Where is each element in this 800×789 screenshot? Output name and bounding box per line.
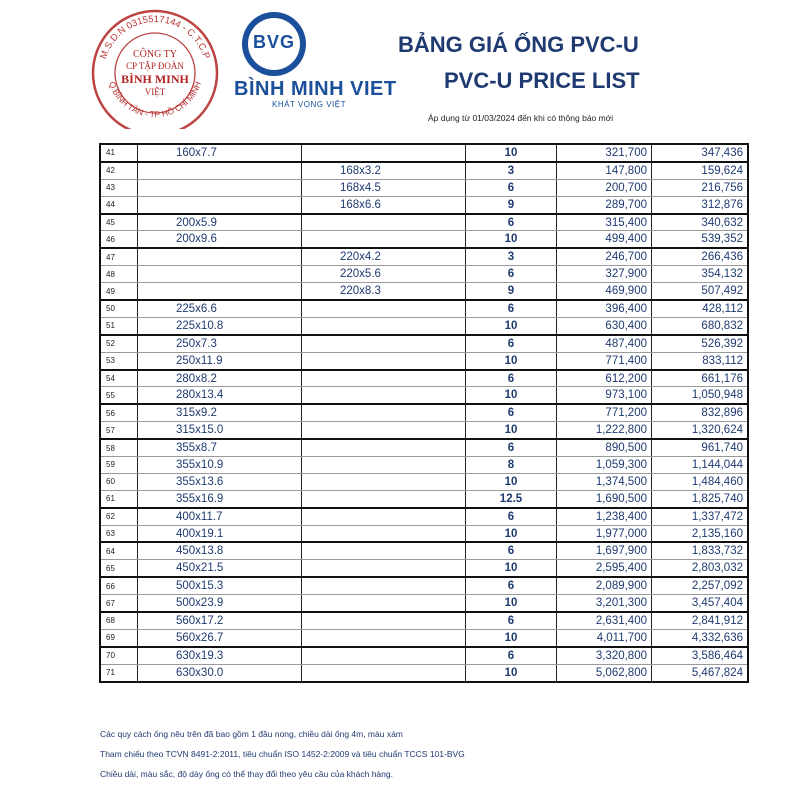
spec-col-b: 168x3.2: [302, 162, 466, 179]
price-before-vat: 2,631,400: [557, 612, 652, 629]
spec-col-b: [302, 317, 466, 334]
row-number: 48: [100, 266, 138, 283]
price-after-vat: 961,740: [652, 439, 749, 456]
price-after-vat: 507,492: [652, 283, 749, 300]
table-row: [100, 647, 748, 664]
spec-col-b: 220x4.2: [302, 248, 466, 265]
spec-col-a: [138, 162, 302, 179]
price-after-vat: 2,841,912: [652, 612, 749, 629]
price-before-vat: 246,700: [557, 248, 652, 265]
price-before-vat: 4,011,700: [557, 629, 652, 646]
row-number: 56: [100, 404, 138, 421]
price-before-vat: 469,900: [557, 283, 652, 300]
spec-col-a: 280x13.4: [138, 387, 302, 404]
pressure-class: 10: [466, 387, 557, 404]
spec-col-a: 355x10.9: [138, 457, 302, 474]
table-row: [100, 490, 748, 507]
pressure-class: 9: [466, 283, 557, 300]
row-number: 43: [100, 179, 138, 196]
price-before-vat: 771,400: [557, 352, 652, 369]
table-row: [100, 144, 748, 162]
spec-col-a: 630x30.0: [138, 664, 302, 681]
spec-col-a: 560x17.2: [138, 612, 302, 629]
table-row: [100, 352, 748, 369]
spec-col-b: [302, 508, 466, 525]
spec-col-a: 200x5.9: [138, 214, 302, 231]
price-after-vat: 833,112: [652, 352, 749, 369]
price-after-vat: 661,176: [652, 370, 749, 387]
price-after-vat: 526,392: [652, 335, 749, 352]
price-before-vat: 1,374,500: [557, 473, 652, 490]
logo-mark: BVG: [252, 32, 295, 52]
table-row: [100, 196, 748, 213]
spec-col-b: [302, 560, 466, 577]
table-row: [100, 317, 748, 334]
spec-col-b: [302, 352, 466, 369]
price-before-vat: 1,222,800: [557, 422, 652, 439]
price-after-vat: 428,112: [652, 300, 749, 317]
price-after-vat: 266,436: [652, 248, 749, 265]
spec-col-a: [138, 179, 302, 196]
price-before-vat: 3,201,300: [557, 595, 652, 612]
table-row: [100, 525, 748, 542]
row-number: 42: [100, 162, 138, 179]
spec-col-a: 500x15.3: [138, 577, 302, 594]
row-number: 57: [100, 422, 138, 439]
spec-col-a: 560x26.7: [138, 629, 302, 646]
price-before-vat: 3,320,800: [557, 647, 652, 664]
table-row: [100, 231, 748, 248]
spec-col-b: 168x6.6: [302, 196, 466, 213]
stamp-line2: CP TẬP ĐOÀN: [126, 61, 184, 71]
spec-col-b: [302, 595, 466, 612]
price-after-vat: 354,132: [652, 266, 749, 283]
pressure-class: 6: [466, 266, 557, 283]
price-after-vat: 340,632: [652, 214, 749, 231]
pressure-class: 10: [466, 473, 557, 490]
price-before-vat: 973,100: [557, 387, 652, 404]
table-row: [100, 595, 748, 612]
row-number: 67: [100, 595, 138, 612]
table-row: [100, 162, 748, 179]
spec-col-a: 225x10.8: [138, 317, 302, 334]
price-before-vat: 327,900: [557, 266, 652, 283]
pressure-class: 6: [466, 335, 557, 352]
spec-col-a: [138, 248, 302, 265]
row-number: 46: [100, 231, 138, 248]
spec-col-b: [302, 422, 466, 439]
spec-col-a: 225x6.6: [138, 300, 302, 317]
spec-col-b: [302, 473, 466, 490]
pressure-class: 12.5: [466, 490, 557, 507]
price-before-vat: 890,500: [557, 439, 652, 456]
price-before-vat: 487,400: [557, 335, 652, 352]
pressure-class: 6: [466, 214, 557, 231]
price-after-vat: 216,756: [652, 179, 749, 196]
pressure-class: 9: [466, 196, 557, 213]
table-row: [100, 473, 748, 490]
spec-col-b: [302, 404, 466, 421]
table-row: [100, 422, 748, 439]
table-row: [100, 629, 748, 646]
note-line: Tham chiếu theo TCVN 8491-2:2011, tiêu chuẩn ISO 1452-2:2009 và tiêu chuẩn TCCS 101-BVG: [100, 749, 465, 759]
pressure-class: 6: [466, 542, 557, 559]
row-number: 47: [100, 248, 138, 265]
spec-col-a: 280x8.2: [138, 370, 302, 387]
price-after-vat: 1,050,948: [652, 387, 749, 404]
row-number: 44: [100, 196, 138, 213]
table-row: [100, 248, 748, 265]
pressure-class: 10: [466, 664, 557, 681]
pressure-class: 6: [466, 179, 557, 196]
price-before-vat: 1,697,900: [557, 542, 652, 559]
price-before-vat: 2,595,400: [557, 560, 652, 577]
spec-col-a: 250x7.3: [138, 335, 302, 352]
spec-col-b: [302, 664, 466, 681]
table-row: [100, 664, 748, 681]
row-number: 65: [100, 560, 138, 577]
price-table-body: [100, 144, 748, 682]
price-after-vat: 159,624: [652, 162, 749, 179]
pressure-class: 6: [466, 439, 557, 456]
spec-col-b: [302, 300, 466, 317]
pressure-class: 10: [466, 352, 557, 369]
pressure-class: 10: [466, 422, 557, 439]
price-after-vat: 4,332,636: [652, 629, 749, 646]
row-number: 63: [100, 525, 138, 542]
price-before-vat: 396,400: [557, 300, 652, 317]
row-number: 70: [100, 647, 138, 664]
table-row: [100, 508, 748, 525]
row-number: 51: [100, 317, 138, 334]
table-row: [100, 577, 748, 594]
spec-col-b: [302, 335, 466, 352]
spec-col-a: 315x9.2: [138, 404, 302, 421]
spec-col-b: 168x4.5: [302, 179, 466, 196]
price-before-vat: 1,977,000: [557, 525, 652, 542]
price-after-vat: 2,803,032: [652, 560, 749, 577]
price-before-vat: 2,089,900: [557, 577, 652, 594]
spec-col-b: [302, 525, 466, 542]
spec-col-a: 200x9.6: [138, 231, 302, 248]
spec-col-a: 450x13.8: [138, 542, 302, 559]
spec-col-b: 220x5.6: [302, 266, 466, 283]
price-after-vat: 680,832: [652, 317, 749, 334]
price-before-vat: 1,059,300: [557, 457, 652, 474]
note-line: Các quy cách ống nêu trên đã bao gồm 1 đầu nong, chiều dài ống 4m, màu xám: [100, 729, 403, 739]
row-number: 64: [100, 542, 138, 559]
stamp-ring-top: M.S.D.N 0315517144 - C.T.C.P: [98, 13, 212, 61]
stamp-line1: CÔNG TY: [133, 49, 177, 60]
table-row: [100, 283, 748, 300]
price-after-vat: 2,257,092: [652, 577, 749, 594]
price-before-vat: 321,700: [557, 144, 652, 162]
pressure-class: 6: [466, 404, 557, 421]
table-row: [100, 612, 748, 629]
table-row: [100, 387, 748, 404]
page-subtitle: PVC-U PRICE LIST: [444, 68, 640, 93]
effective-date: Áp dụng từ 01/03/2024 đến khi có thông báo mới: [428, 113, 614, 123]
pressure-class: 6: [466, 300, 557, 317]
table-row: [100, 335, 748, 352]
notes: [100, 729, 465, 789]
row-number: 49: [100, 283, 138, 300]
price-before-vat: 5,062,800: [557, 664, 652, 681]
spec-col-a: 500x23.9: [138, 595, 302, 612]
pressure-class: 10: [466, 144, 557, 162]
pressure-class: 6: [466, 577, 557, 594]
row-number: 58: [100, 439, 138, 456]
table-row: [100, 370, 748, 387]
price-table: [99, 143, 749, 683]
pressure-class: 6: [466, 370, 557, 387]
spec-col-b: [302, 612, 466, 629]
price-after-vat: 1,484,460: [652, 473, 749, 490]
spec-col-b: [302, 144, 466, 162]
spec-col-b: [302, 370, 466, 387]
table-row: [100, 560, 748, 577]
price-after-vat: 312,876: [652, 196, 749, 213]
row-number: 71: [100, 664, 138, 681]
row-number: 66: [100, 577, 138, 594]
price-before-vat: 1,238,400: [557, 508, 652, 525]
spec-col-a: 250x11.9: [138, 352, 302, 369]
row-number: 55: [100, 387, 138, 404]
spec-col-b: [302, 577, 466, 594]
spec-col-b: [302, 542, 466, 559]
spec-col-b: [302, 439, 466, 456]
row-number: 45: [100, 214, 138, 231]
spec-col-a: [138, 196, 302, 213]
pressure-class: 10: [466, 629, 557, 646]
price-after-vat: 832,896: [652, 404, 749, 421]
row-number: 68: [100, 612, 138, 629]
spec-col-b: 220x8.3: [302, 283, 466, 300]
stamp-line4: VIỆT: [144, 87, 166, 97]
pressure-class: 6: [466, 647, 557, 664]
price-after-vat: 1,825,740: [652, 490, 749, 507]
spec-col-a: [138, 266, 302, 283]
spec-col-b: [302, 214, 466, 231]
table-row: [100, 542, 748, 559]
spec-col-b: [302, 457, 466, 474]
spec-col-a: 355x8.7: [138, 439, 302, 456]
logo-brand: BÌNH MINH VIET: [234, 78, 397, 100]
spec-col-a: 400x19.1: [138, 525, 302, 542]
spec-col-a: [138, 283, 302, 300]
price-after-vat: 539,352: [652, 231, 749, 248]
pressure-class: 3: [466, 162, 557, 179]
row-number: 50: [100, 300, 138, 317]
pressure-class: 3: [466, 248, 557, 265]
spec-col-a: 160x7.7: [138, 144, 302, 162]
price-after-vat: 347,436: [652, 144, 749, 162]
pressure-class: 8: [466, 457, 557, 474]
row-number: 62: [100, 508, 138, 525]
pressure-class: 6: [466, 612, 557, 629]
note-line: Chiều dài, màu sắc, độ dày ống có thể thay đổi theo yêu cầu của khách hàng.: [100, 769, 393, 779]
spec-col-a: 450x21.5: [138, 560, 302, 577]
spec-col-b: [302, 490, 466, 507]
pressure-class: 10: [466, 317, 557, 334]
company-stamp: [88, 9, 222, 129]
spec-col-b: [302, 629, 466, 646]
row-number: 41: [100, 144, 138, 162]
spec-col-a: 315x15.0: [138, 422, 302, 439]
price-after-vat: 1,320,624: [652, 422, 749, 439]
table-row: [100, 214, 748, 231]
price-before-vat: 315,400: [557, 214, 652, 231]
price-before-vat: 630,400: [557, 317, 652, 334]
price-before-vat: 1,690,500: [557, 490, 652, 507]
stamp-ring-bottom: Q.BÌNH TÂN - TP HỒ CHÍ MINH: [106, 80, 204, 120]
spec-col-a: 400x11.7: [138, 508, 302, 525]
price-before-vat: 289,700: [557, 196, 652, 213]
price-after-vat: 1,144,044: [652, 457, 749, 474]
spec-col-a: 630x19.3: [138, 647, 302, 664]
spec-col-a: 355x13.6: [138, 473, 302, 490]
logo-tagline: KHÁT VỌNG VIỆT: [272, 100, 346, 109]
spec-col-a: 355x16.9: [138, 490, 302, 507]
table-row: [100, 266, 748, 283]
row-number: 54: [100, 370, 138, 387]
pressure-class: 10: [466, 595, 557, 612]
price-before-vat: 771,200: [557, 404, 652, 421]
row-number: 59: [100, 457, 138, 474]
table-row: [100, 179, 748, 196]
row-number: 61: [100, 490, 138, 507]
pressure-class: 6: [466, 508, 557, 525]
row-number: 60: [100, 473, 138, 490]
row-number: 53: [100, 352, 138, 369]
pressure-class: 10: [466, 231, 557, 248]
row-number: 52: [100, 335, 138, 352]
price-before-vat: 499,400: [557, 231, 652, 248]
table-row: [100, 300, 748, 317]
spec-col-b: [302, 231, 466, 248]
price-after-vat: 1,337,472: [652, 508, 749, 525]
price-after-vat: 2,135,160: [652, 525, 749, 542]
price-after-vat: 3,457,404: [652, 595, 749, 612]
table-row: [100, 439, 748, 456]
price-before-vat: 612,200: [557, 370, 652, 387]
table-row: [100, 457, 748, 474]
price-after-vat: 5,467,824: [652, 664, 749, 681]
stamp-line3: BÌNH MINH: [121, 72, 189, 86]
price-before-vat: 200,700: [557, 179, 652, 196]
price-after-vat: 3,586,464: [652, 647, 749, 664]
row-number: 69: [100, 629, 138, 646]
price-before-vat: 147,800: [557, 162, 652, 179]
spec-col-b: [302, 647, 466, 664]
price-after-vat: 1,833,732: [652, 542, 749, 559]
company-logo: [234, 12, 397, 112]
spec-col-b: [302, 387, 466, 404]
pressure-class: 10: [466, 560, 557, 577]
pressure-class: 10: [466, 525, 557, 542]
table-row: [100, 404, 748, 421]
page-title: BẢNG GIÁ ỐNG PVC-U: [398, 32, 639, 57]
